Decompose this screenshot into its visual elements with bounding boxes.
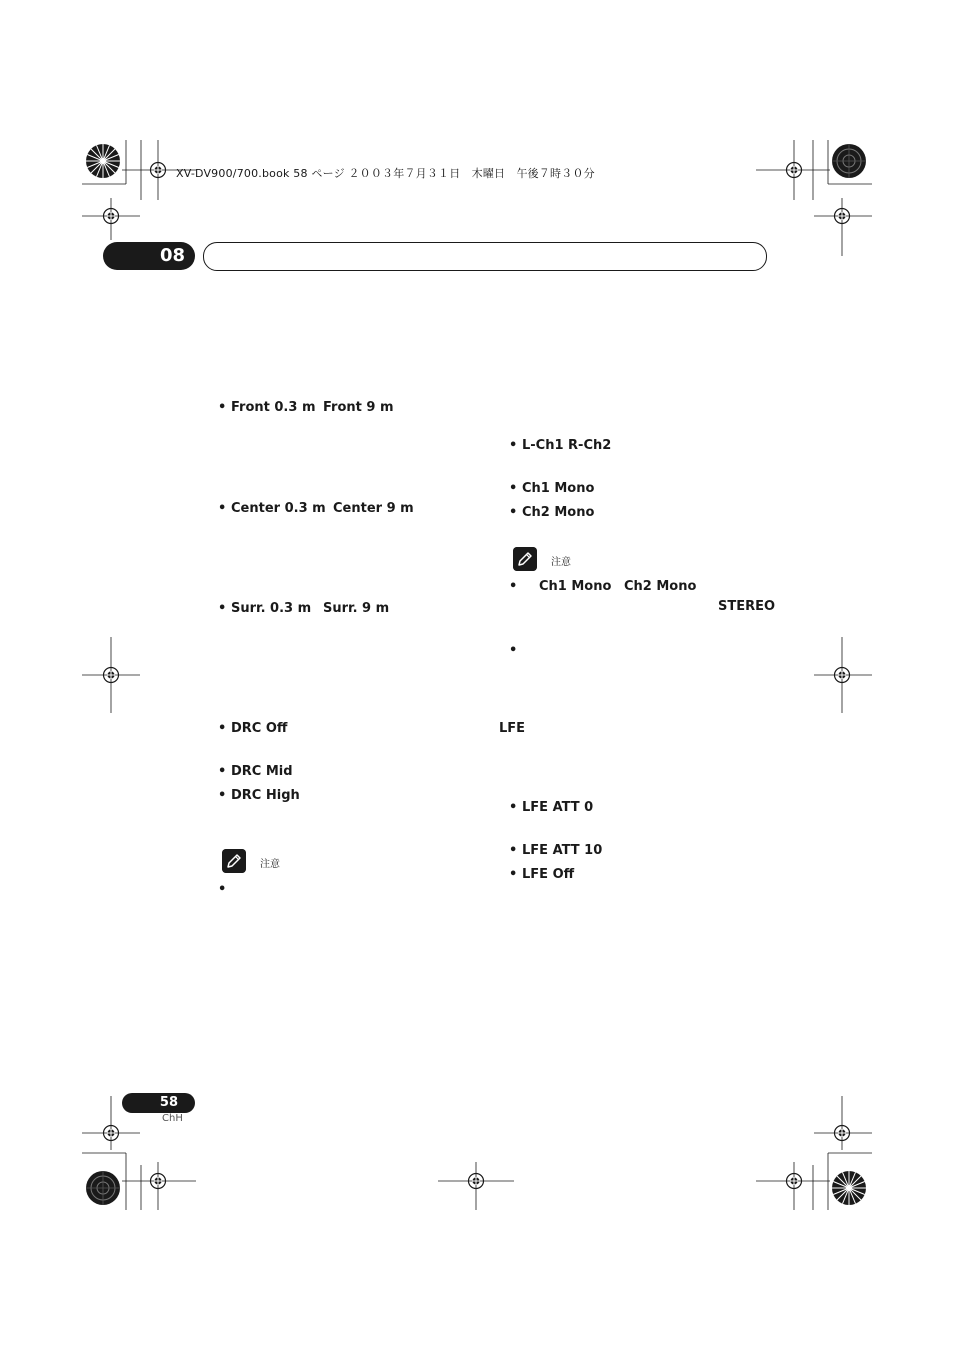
bullet: •	[509, 867, 518, 882]
note-stereo: STEREO	[718, 599, 776, 614]
print-header-info: XV-DV900/700.book 58 ページ ２００３年７月３１日 木曜日 午後７時３０分	[176, 167, 595, 180]
bullet: •	[509, 505, 518, 520]
bullet: •	[218, 764, 227, 779]
note-ch2-mono: Ch2 Mono	[624, 579, 697, 594]
channel-option: Ch1 Mono	[522, 481, 595, 496]
bullet: •	[218, 721, 227, 736]
chapter-title-box	[203, 242, 767, 271]
front-max-setting: Front 9 m	[323, 400, 394, 415]
bullet: •	[509, 800, 518, 815]
bullet: •	[509, 643, 518, 658]
page-number: 58	[159, 1095, 178, 1110]
center-max-setting: Center 9 m	[333, 501, 414, 516]
bullet: •	[218, 882, 227, 897]
bullet: •	[509, 438, 518, 453]
bullet: •	[218, 788, 227, 803]
lfe-option: LFE Off	[522, 867, 575, 882]
page-language: ChH	[162, 1113, 183, 1124]
bullet: •	[218, 601, 227, 616]
center-min-setting: Center 0.3 m	[231, 501, 326, 516]
channel-option: Ch2 Mono	[522, 505, 595, 520]
bullet: •	[218, 400, 227, 415]
bullet: •	[509, 843, 518, 858]
drc-option: DRC Off	[231, 721, 288, 736]
bullet: •	[218, 501, 227, 516]
bullet: •	[509, 579, 518, 594]
note-pencil-icon	[222, 849, 246, 873]
drc-option: DRC High	[231, 788, 300, 803]
front-min-setting: Front 0.3 m	[231, 400, 316, 415]
lfe-option: LFE ATT 10	[522, 843, 603, 858]
note-pencil-icon	[513, 547, 537, 571]
channel-option: L-Ch1 R-Ch2	[522, 438, 612, 453]
chapter-number: 08	[159, 245, 185, 266]
note-label: 注意	[260, 859, 280, 870]
lfe-option: LFE ATT 0	[522, 800, 594, 815]
note-label: 注意	[551, 557, 571, 568]
lfe-heading: LFE	[499, 721, 526, 736]
bullet: •	[509, 481, 518, 496]
drc-option: DRC Mid	[231, 764, 293, 779]
surround-max-setting: Surr. 9 m	[323, 601, 390, 616]
note-ch1-mono: Ch1 Mono	[539, 579, 612, 594]
surround-min-setting: Surr. 0.3 m	[231, 601, 312, 616]
